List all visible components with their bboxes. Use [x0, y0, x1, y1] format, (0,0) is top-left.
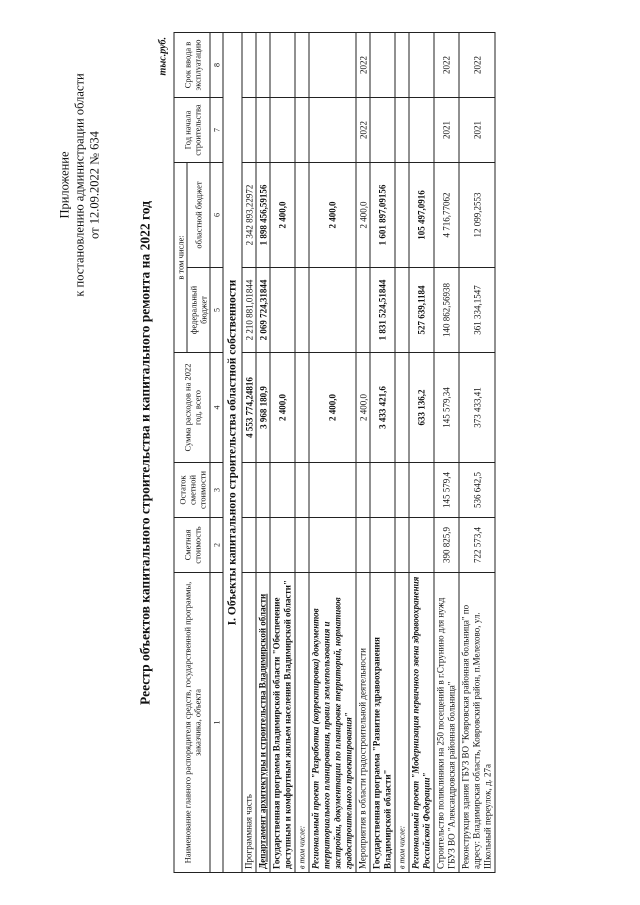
header-name: Наименование главного распорядителя средств, государственной программы, заказчика, объекта — [174, 572, 210, 872]
row-name: Государственная программа Владимирской области "Обеспечение доступным и комфортным жильем населения Владимирской области" — [270, 572, 295, 872]
row-federal — [309, 267, 356, 352]
row-cost — [356, 517, 370, 572]
row-federal: 140 862,56938 — [434, 267, 459, 352]
table-row — [309, 32, 356, 872]
row-name: Государственная программа "Развитие здравоохранения Владимирской области" — [370, 572, 395, 872]
row-rest — [270, 462, 295, 517]
row-name: Региональный проект "Разработка (корректировка) документов территориального планирования, правил землепользования и застройки, документации по планировке территорий, нормативов градостроительного проектирования" — [309, 572, 356, 872]
row-regional: 2 400,0 — [309, 162, 356, 267]
row-rest — [356, 462, 370, 517]
unit-note: тыс.руб. — [157, 36, 169, 75]
row-start: 2022 — [356, 97, 370, 162]
table-row — [434, 32, 459, 872]
row-rest: 536 642,5 — [459, 462, 495, 517]
row-regional: 4 716,77062 — [434, 162, 459, 267]
row-federal — [270, 267, 295, 352]
table-row — [256, 32, 270, 872]
column-index: 6 — [210, 162, 223, 267]
row-cost: 722 573,4 — [459, 517, 495, 572]
row-total: 373 433,41 — [459, 352, 495, 462]
row-start: 2021 — [434, 97, 459, 162]
column-index: 2 — [210, 517, 223, 572]
row-rest: 145 579,4 — [434, 462, 459, 517]
column-index: 7 — [210, 97, 223, 162]
row-rest — [370, 462, 395, 517]
column-index: 3 — [210, 462, 223, 517]
row-end: 2022 — [434, 32, 459, 97]
table-row — [409, 32, 434, 872]
row-name: Региональный проект "Модернизация первичного звена здравоохранения Российской Федерации" — [409, 572, 434, 872]
row-total: 4 553 774,24816 — [242, 352, 256, 462]
header-start-year: Год начала строительства — [174, 97, 210, 162]
row-end — [295, 32, 309, 97]
row-name: Строительство поликлиники на 250 посещений в г.Струнино для нужд ГБУЗ ВО "Александровская районная больница" — [434, 572, 459, 872]
header-estimate-rest: Остаток сметной стоимости — [174, 462, 210, 517]
row-name: Мероприятия в области градостроительной деятельности — [356, 572, 370, 872]
row-start — [256, 97, 270, 162]
row-rest — [242, 462, 256, 517]
row-total: 2 400,0 — [309, 352, 356, 462]
section-row — [223, 32, 242, 872]
row-federal: 2 069 724,31844 — [256, 267, 270, 352]
table-row — [295, 32, 309, 872]
header-total-2022: Сумма расходов на 2022 год, всего — [174, 352, 210, 462]
column-index: 4 — [210, 352, 223, 462]
row-rest — [295, 462, 309, 517]
row-name: Департамент архитектуры и строительства Владимирской области — [256, 572, 270, 872]
row-cost — [270, 517, 295, 572]
row-regional: 12 099,2553 — [459, 162, 495, 267]
row-rest — [395, 462, 409, 517]
column-index-row — [210, 32, 223, 872]
row-start — [242, 97, 256, 162]
header-federal: федеральный бюджет — [187, 267, 210, 352]
row-federal: 2 210 881,01844 — [242, 267, 256, 352]
row-total: 2 400,0 — [270, 352, 295, 462]
row-start: 2021 — [459, 97, 495, 162]
row-federal: 1 831 524,51844 — [370, 267, 395, 352]
row-total — [395, 352, 409, 462]
row-federal — [395, 267, 409, 352]
approval-block — [58, 35, 103, 335]
header-row-1 — [174, 32, 187, 872]
row-regional: 2 342 893,22972 — [242, 162, 256, 267]
row-regional: 1 601 897,09156 — [370, 162, 395, 267]
row-federal — [295, 267, 309, 352]
header-regional: областной бюджет — [187, 162, 210, 267]
row-rest — [309, 462, 356, 517]
row-cost — [256, 517, 270, 572]
row-regional: 105 497,0916 — [409, 162, 434, 267]
row-start — [409, 97, 434, 162]
row-end — [395, 32, 409, 97]
row-rest — [409, 462, 434, 517]
row-end: 2022 — [356, 32, 370, 97]
row-start — [395, 97, 409, 162]
row-name: в том числе: — [395, 572, 409, 872]
row-end — [242, 32, 256, 97]
row-rest — [256, 462, 270, 517]
document-sheet — [28, 13, 613, 893]
column-index: 1 — [210, 572, 223, 872]
row-total: 3 433 421,6 — [370, 352, 395, 462]
row-total: 3 968 180,9 — [256, 352, 270, 462]
approval-line-1: Приложение — [57, 150, 72, 219]
row-start — [309, 97, 356, 162]
table-row — [242, 32, 256, 872]
row-start — [295, 97, 309, 162]
table-row — [270, 32, 295, 872]
row-federal: 361 334,1547 — [459, 267, 495, 352]
column-index: 8 — [210, 32, 223, 97]
table-row — [370, 32, 395, 872]
row-start — [270, 97, 295, 162]
row-end: 2022 — [459, 32, 495, 97]
row-end — [370, 32, 395, 97]
approval-line-3: от 12.09.2022 № 634 — [87, 130, 102, 239]
row-cost — [242, 517, 256, 572]
row-end — [309, 32, 356, 97]
row-cost — [295, 517, 309, 572]
header-estimate-cost: Сметная стоимость — [174, 517, 210, 572]
section-title: I. Объекты капитального строительства областной собственности — [223, 32, 242, 872]
row-end — [270, 32, 295, 97]
document-title: Реестр объектов капитального строительства и капитального ремонта на 2022 год — [137, 200, 153, 705]
row-regional — [395, 162, 409, 267]
header-including: в том числе: — [174, 162, 187, 352]
row-cost — [309, 517, 356, 572]
register-table — [174, 32, 496, 873]
row-cost: 390 825,9 — [434, 517, 459, 572]
row-end — [409, 32, 434, 97]
row-total: 145 579,34 — [434, 352, 459, 462]
row-total: 2 400,0 — [356, 352, 370, 462]
header-end-year: Срок ввода в эксплуатацию — [174, 32, 210, 97]
row-regional: 2 400,0 — [270, 162, 295, 267]
row-regional: 2 400,0 — [356, 162, 370, 267]
approval-line-2: к постановлению администрации области — [72, 72, 87, 297]
table-row — [395, 32, 409, 872]
table-row — [356, 32, 370, 872]
column-index: 5 — [210, 267, 223, 352]
row-regional: 1 898 456,59156 — [256, 162, 270, 267]
row-federal — [356, 267, 370, 352]
row-regional — [295, 162, 309, 267]
row-total: 633 136,2 — [409, 352, 434, 462]
row-total — [295, 352, 309, 462]
table-row — [459, 32, 495, 872]
row-end — [256, 32, 270, 97]
row-cost — [409, 517, 434, 572]
row-cost — [370, 517, 395, 572]
row-cost — [395, 517, 409, 572]
row-federal: 527 639,1184 — [409, 267, 434, 352]
row-start — [370, 97, 395, 162]
row-name: в том числе: — [295, 572, 309, 872]
row-name: Программная часть — [242, 572, 256, 872]
row-name: Реконструкция здания ГБУЗ ВО "Ковровская районная больница" по адресу: Владимирская область, Ковровский район, п.Мелехово, ул. Школьный переулок, д. 27а — [459, 572, 495, 872]
